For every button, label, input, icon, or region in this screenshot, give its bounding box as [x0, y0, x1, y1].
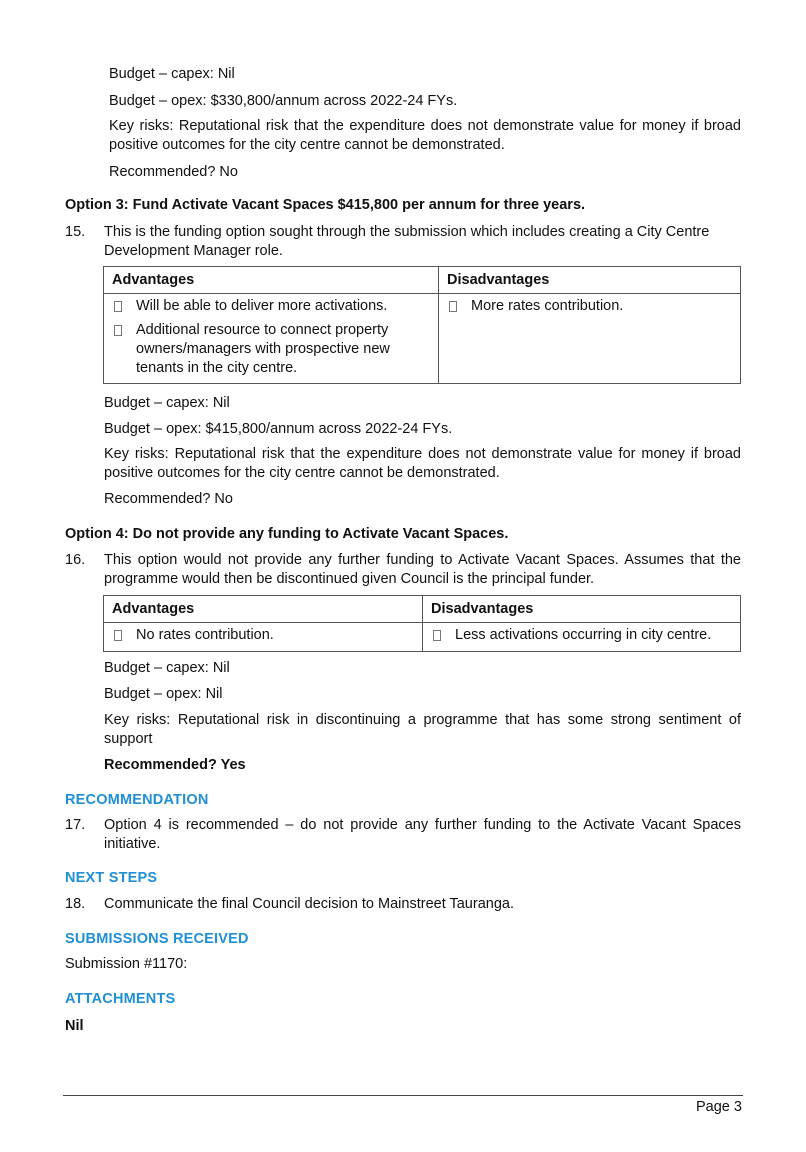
disadvantages-header: Disadvantages [423, 596, 741, 623]
para-number-15: 15. [65, 224, 86, 240]
opt2-budget-opex: Budget – opex: $330,800/annum across 2022-24 FYs. [109, 93, 458, 109]
bullet-box-icon [114, 630, 122, 641]
disadvantage-item: Less activations occurring in city centre. [423, 626, 740, 645]
option4-heading: Option 4: Do not provide any funding to Activate Vacant Spaces. [65, 526, 509, 542]
bullet-box-icon [114, 325, 122, 336]
submissions-heading: SUBMISSIONS RECEIVED [65, 931, 249, 947]
option4-table [103, 595, 741, 652]
footer-divider [63, 1095, 743, 1096]
disadvantages-cell [439, 294, 741, 384]
opt4-key-risks: Key risks: Reputational risk in discontinuing a programme that has some strong sentiment of support [104, 712, 741, 747]
next-steps-paragraph: Communicate the final Council decision to Mainstreet Tauranga. [104, 896, 514, 912]
opt2-budget-capex: Budget – capex: Nil [109, 66, 235, 82]
option3-table [103, 266, 741, 384]
para-number-18: 18. [65, 896, 86, 912]
submission-number: Submission #1170: [65, 956, 188, 972]
opt3-budget-capex: Budget – capex: Nil [104, 395, 230, 411]
recommendation-paragraph: Option 4 is recommended – do not provide any further funding to the Activate Vacant Spaces initiative. [104, 817, 741, 852]
disadvantages-header: Disadvantages [439, 267, 741, 294]
disadvantages-cell [423, 623, 741, 652]
disadvantage-item: More rates contribution. [439, 297, 740, 316]
option3-heading: Option 3: Fund Activate Vacant Spaces $415,800 per annum for three years. [65, 197, 586, 213]
attachments-heading: ATTACHMENTS [65, 991, 176, 1007]
option3-paragraph: This is the funding option sought through the submission which includes creating a City Centre Development Manager role. [104, 224, 710, 259]
recommendation-heading: RECOMMENDATION [65, 792, 209, 808]
bullet-box-icon [433, 630, 441, 641]
advantage-item: Additional resource to connect property owners/managers with prospective new tenants in the city centre. [104, 321, 438, 378]
advantages-cell [104, 294, 439, 384]
para-number-16: 16. [65, 552, 86, 568]
opt4-recommended: Recommended? Yes [104, 757, 246, 773]
page-number: Page 3 [696, 1099, 742, 1115]
advantages-cell [104, 623, 423, 652]
opt3-budget-opex: Budget – opex: $415,800/annum across 2022-24 FYs. [104, 421, 453, 437]
para-number-17: 17. [65, 817, 86, 833]
option4-paragraph: This option would not provide any further funding to Activate Vacant Spaces. Assumes that the programme would then be discontinued given Council is the principal funder. [104, 552, 741, 587]
bullet-box-icon [449, 301, 457, 312]
next-steps-heading: NEXT STEPS [65, 870, 158, 886]
bullet-box-icon [114, 301, 122, 312]
opt3-key-risks: Key risks: Reputational risk that the expenditure does not demonstrate value for money if broad positive outcomes for the city centre cannot be demonstrated. [104, 446, 741, 481]
advantage-item: Will be able to deliver more activations. [104, 297, 438, 316]
opt4-budget-opex: Budget – opex: Nil [104, 686, 223, 702]
opt2-key-risks: Key risks: Reputational risk that the expenditure does not demonstrate value for money if broad positive outcomes for the city centre cannot be demonstrated. [109, 118, 741, 153]
opt2-recommended: Recommended? No [109, 164, 238, 180]
opt4-budget-capex: Budget – capex: Nil [104, 660, 230, 676]
advantages-header: Advantages [104, 267, 439, 294]
advantage-item: No rates contribution. [104, 626, 422, 645]
advantages-header: Advantages [104, 596, 423, 623]
opt3-recommended: Recommended? No [104, 491, 233, 507]
attachments-value: Nil [65, 1018, 84, 1034]
